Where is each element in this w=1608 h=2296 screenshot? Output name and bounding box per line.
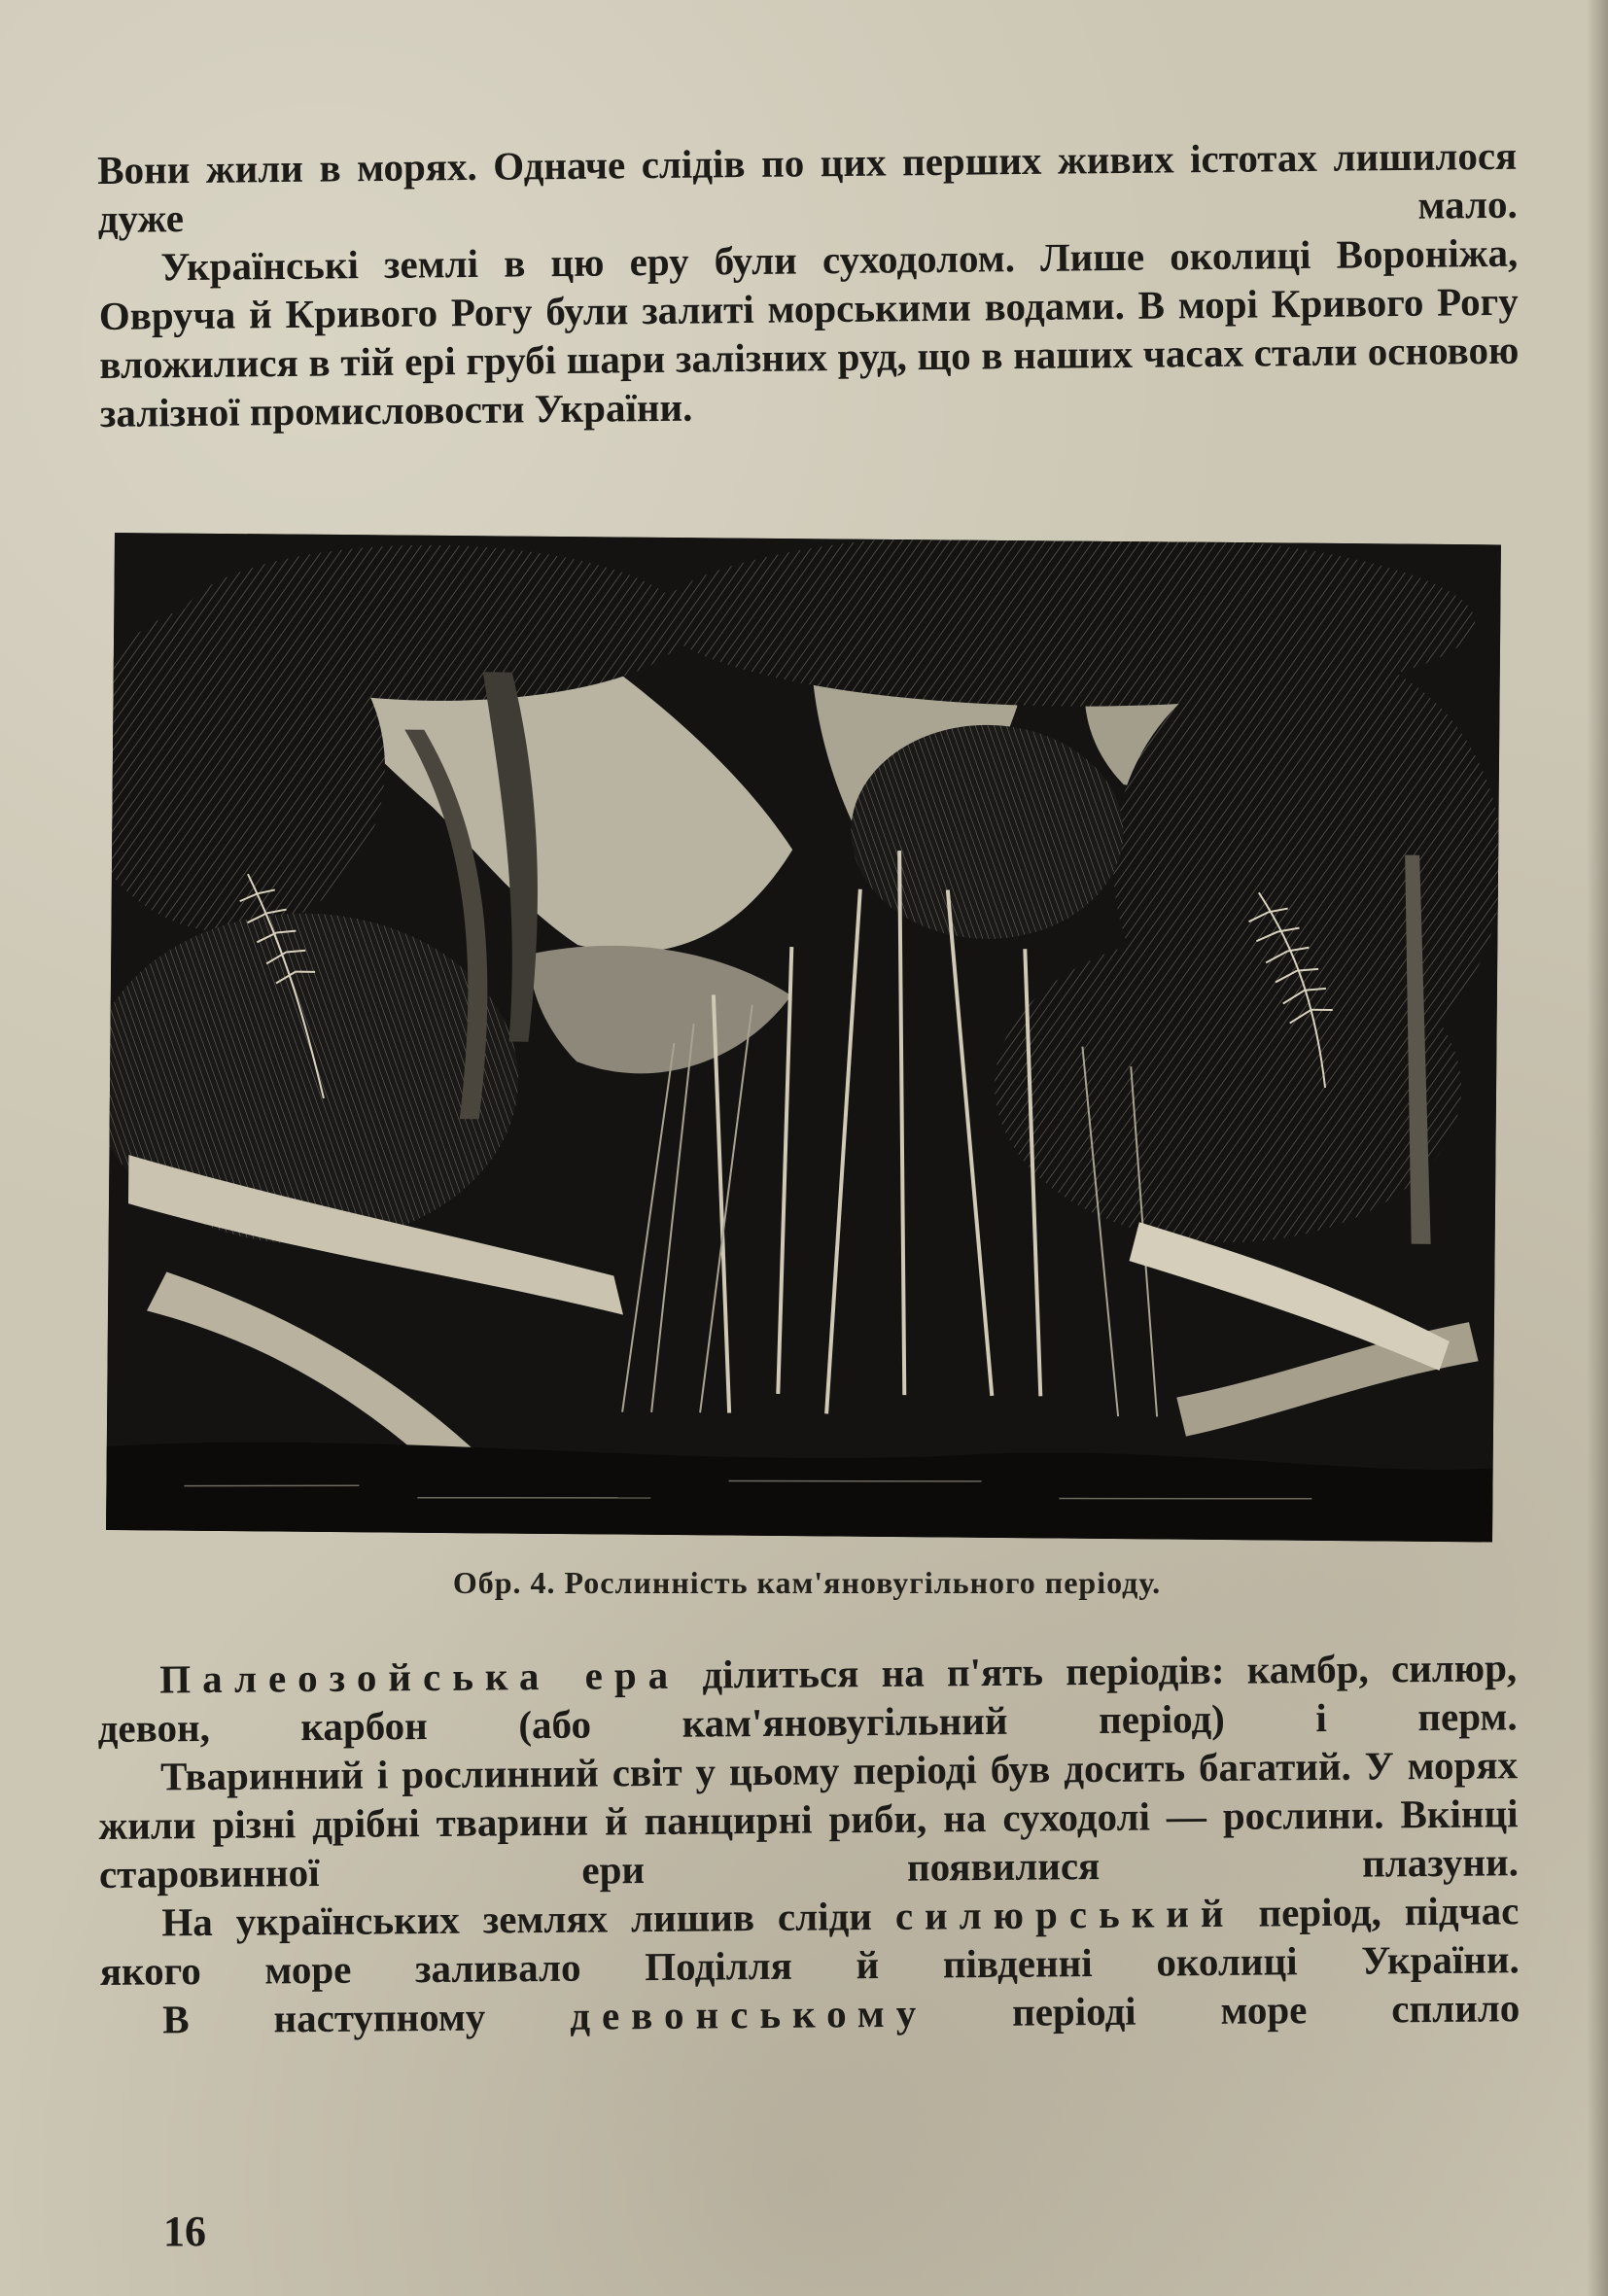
forest-engraving	[106, 533, 1501, 1542]
paragraph-6-start: В наступному	[162, 1993, 571, 2042]
figure-caption: Обр. 4. Рослинність кам'яновугільного періоду.	[452, 1565, 1162, 1600]
spaced-term-paleozoic-era: Палеозойська ера	[159, 1652, 681, 1702]
top-text-block	[97, 131, 1520, 437]
paragraph-4: Тваринний і рослинний світ у цьому періоді був досить багатий. У морях жили різні дрібні тварини й панцирні риби, на суходолі — рослини. Вкінці старовинної ери появилися плазуни.	[98, 1742, 1520, 1896]
paragraph-1: Вони жили в морях. Одначе слідів по цих перших живих істотах лишилося дуже мало.	[97, 132, 1518, 241]
paragraph-3	[97, 1643, 1518, 1753]
paragraph-6-text: періоді море сплило	[927, 1985, 1521, 2035]
spaced-term-silurian: силюрський	[894, 1890, 1236, 1938]
paragraph-5-start: На українських землях лишив сліди	[161, 1893, 896, 1945]
paragraph-3-text: ділиться на п'ять періодів: камбр, силюр, девон, карбон (або кам'яновугільний період) і перм.	[97, 1645, 1518, 1751]
paragraph-5	[99, 1886, 1520, 1996]
bottom-text-block	[97, 1643, 1520, 2044]
paragraph-2: Українські землі в цю еру були суходолом. Лише околиці Вороніжа, Овруча й Кривого Рогу були залиті морськими водами. В морі Кривого Рогу вложилися в тій ері грубі шари залізних руд, що в наших часах стали основою залізної промисловости України.	[98, 229, 1520, 435]
page-number: 16	[163, 2208, 206, 2255]
illustration-carboniferous-forest	[106, 533, 1501, 1542]
paragraph-5-text: період, підчас якого море заливало Поділля й південні околиці України.	[99, 1888, 1520, 1994]
page-edge-shadow	[1587, 0, 1608, 2296]
spaced-term-devonian: девонському	[570, 1990, 928, 2038]
